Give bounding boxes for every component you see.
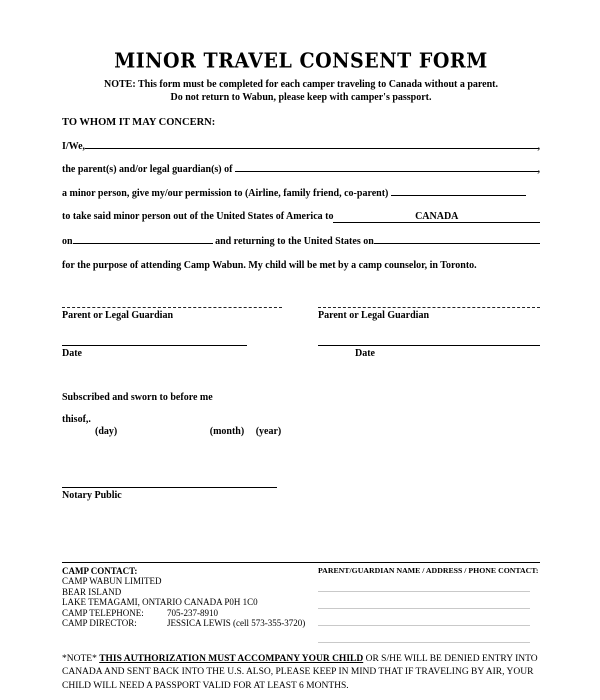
sworn-field-labels	[62, 426, 540, 437]
return-date-field[interactable]	[374, 242, 540, 244]
signature-column-right	[318, 297, 540, 359]
parent-contact-header: PARENT/GUARDIAN NAME / ADDRESS / PHONE CONTACT:	[318, 565, 539, 575]
form-title: MINOR TRAVEL CONSENT FORM	[114, 49, 488, 73]
footer-note-rest: OR S/HE WILL BE DENIED ENTRY INTO CANADA AND SENT BACK INTO THE U.S. ALSO, PLEASE KEEP IN MIND THAT IF TRAVELING BY AIR, YOUR CHILD WILL NEED A PASSPORT VALID FOR AT LEAST 6 MONTHS.	[62, 653, 538, 691]
field-row-names	[62, 141, 540, 152]
of-label: of	[77, 413, 86, 425]
camp-director-label: CAMP DIRECTOR:	[62, 618, 137, 628]
sworn-period: .	[88, 413, 91, 425]
sworn-date-row	[62, 414, 540, 425]
note-line-2: Do not return to Wabun, please keep with camper's passport.	[170, 92, 432, 103]
footer-warning	[62, 653, 564, 694]
date-label-left: Date	[62, 347, 82, 359]
departure-date-field[interactable]	[73, 242, 213, 244]
camp-telephone-label: CAMP TELEPHONE:	[62, 607, 144, 618]
permission-label: a minor person, give my/our permission to (Airline, family friend, co-parent)	[62, 187, 391, 199]
signature-column-left	[62, 297, 282, 359]
on-label: on	[62, 235, 73, 247]
footer-note-prefix: *NOTE*	[62, 653, 100, 664]
purpose-text: for the purpose of attending Camp Wabun. My child will be met by a camp counselor, in Toronto.	[62, 259, 477, 271]
sworn-comma: ,	[85, 413, 89, 425]
day-caption: (day)	[95, 425, 118, 437]
notary-label: Notary Public	[62, 489, 122, 501]
month-caption: (month)	[209, 425, 245, 437]
guardian-signature-field-left[interactable]	[62, 297, 282, 308]
date-field-right[interactable]	[318, 321, 540, 346]
notary-block	[62, 477, 540, 501]
parent-contact-field-2[interactable]	[318, 592, 530, 609]
salutation: TO WHOM IT MAY CONCERN:	[62, 117, 216, 128]
this-label: this	[62, 413, 78, 425]
guardian-signature-label-left: Parent or Legal Guardian	[62, 309, 174, 321]
sworn-statement: Subscribed and sworn to before me	[62, 391, 213, 403]
date-label-right: Date	[355, 347, 375, 359]
field-row-destination	[62, 211, 540, 223]
camp-telephone-number: 705-237-8910	[167, 607, 218, 618]
notary-signature-field[interactable]	[62, 477, 277, 488]
parent-contact-field-1[interactable]	[318, 575, 530, 592]
signature-block	[62, 297, 540, 359]
parent-contact-block	[318, 566, 540, 643]
camp-director-row	[62, 618, 312, 629]
date-field-left[interactable]	[62, 321, 247, 346]
camp-telephone-row	[62, 608, 312, 619]
iwe-label: I/We,	[62, 140, 86, 152]
field-row-minor-name	[62, 164, 540, 175]
guardian-signature-label-right: Parent or Legal Guardian	[318, 309, 430, 321]
camp-contact-block	[62, 566, 312, 643]
parents-names-field[interactable]	[85, 147, 537, 149]
field-row-permission	[62, 188, 526, 199]
footer-note-authorization: THIS AUTHORIZATION MUST ACCOMPANY YOUR CHILD	[99, 653, 364, 664]
guardian-of-label: the parent(s) and/or legal guardian(s) of	[62, 164, 235, 175]
destination-label: to take said minor person out of the United States of America to	[62, 211, 334, 222]
guardian-signature-field-right[interactable]	[318, 297, 540, 308]
camp-name: CAMP WABUN LIMITED	[62, 576, 162, 586]
destination-field[interactable]: CANADA	[333, 211, 540, 223]
returning-label: and returning to the United States on	[212, 235, 374, 247]
escort-name-field[interactable]	[391, 194, 526, 196]
note-line-1: NOTE: This form must be completed for each camper traveling to Canada without a parent.	[104, 79, 498, 90]
camp-address: LAKE TEMAGAMI, ONTARIO CANADA P0H 1C0	[62, 597, 258, 607]
year-caption: (year)	[255, 425, 282, 437]
parent-contact-field-4[interactable]	[318, 626, 530, 643]
iwe-comma: ,	[537, 140, 540, 152]
camp-island: BEAR ISLAND	[62, 586, 122, 597]
camp-contact-header: CAMP CONTACT:	[62, 565, 138, 576]
minor-name-field[interactable]	[235, 170, 538, 172]
guardian-of-comma: ,	[537, 164, 540, 175]
parent-contact-field-3[interactable]	[318, 609, 530, 626]
camp-director-name: JESSICA LEWIS (cell 573-355-3720)	[167, 618, 306, 628]
field-row-dates	[62, 236, 540, 247]
contact-divider	[62, 562, 540, 563]
contact-columns	[62, 566, 540, 643]
